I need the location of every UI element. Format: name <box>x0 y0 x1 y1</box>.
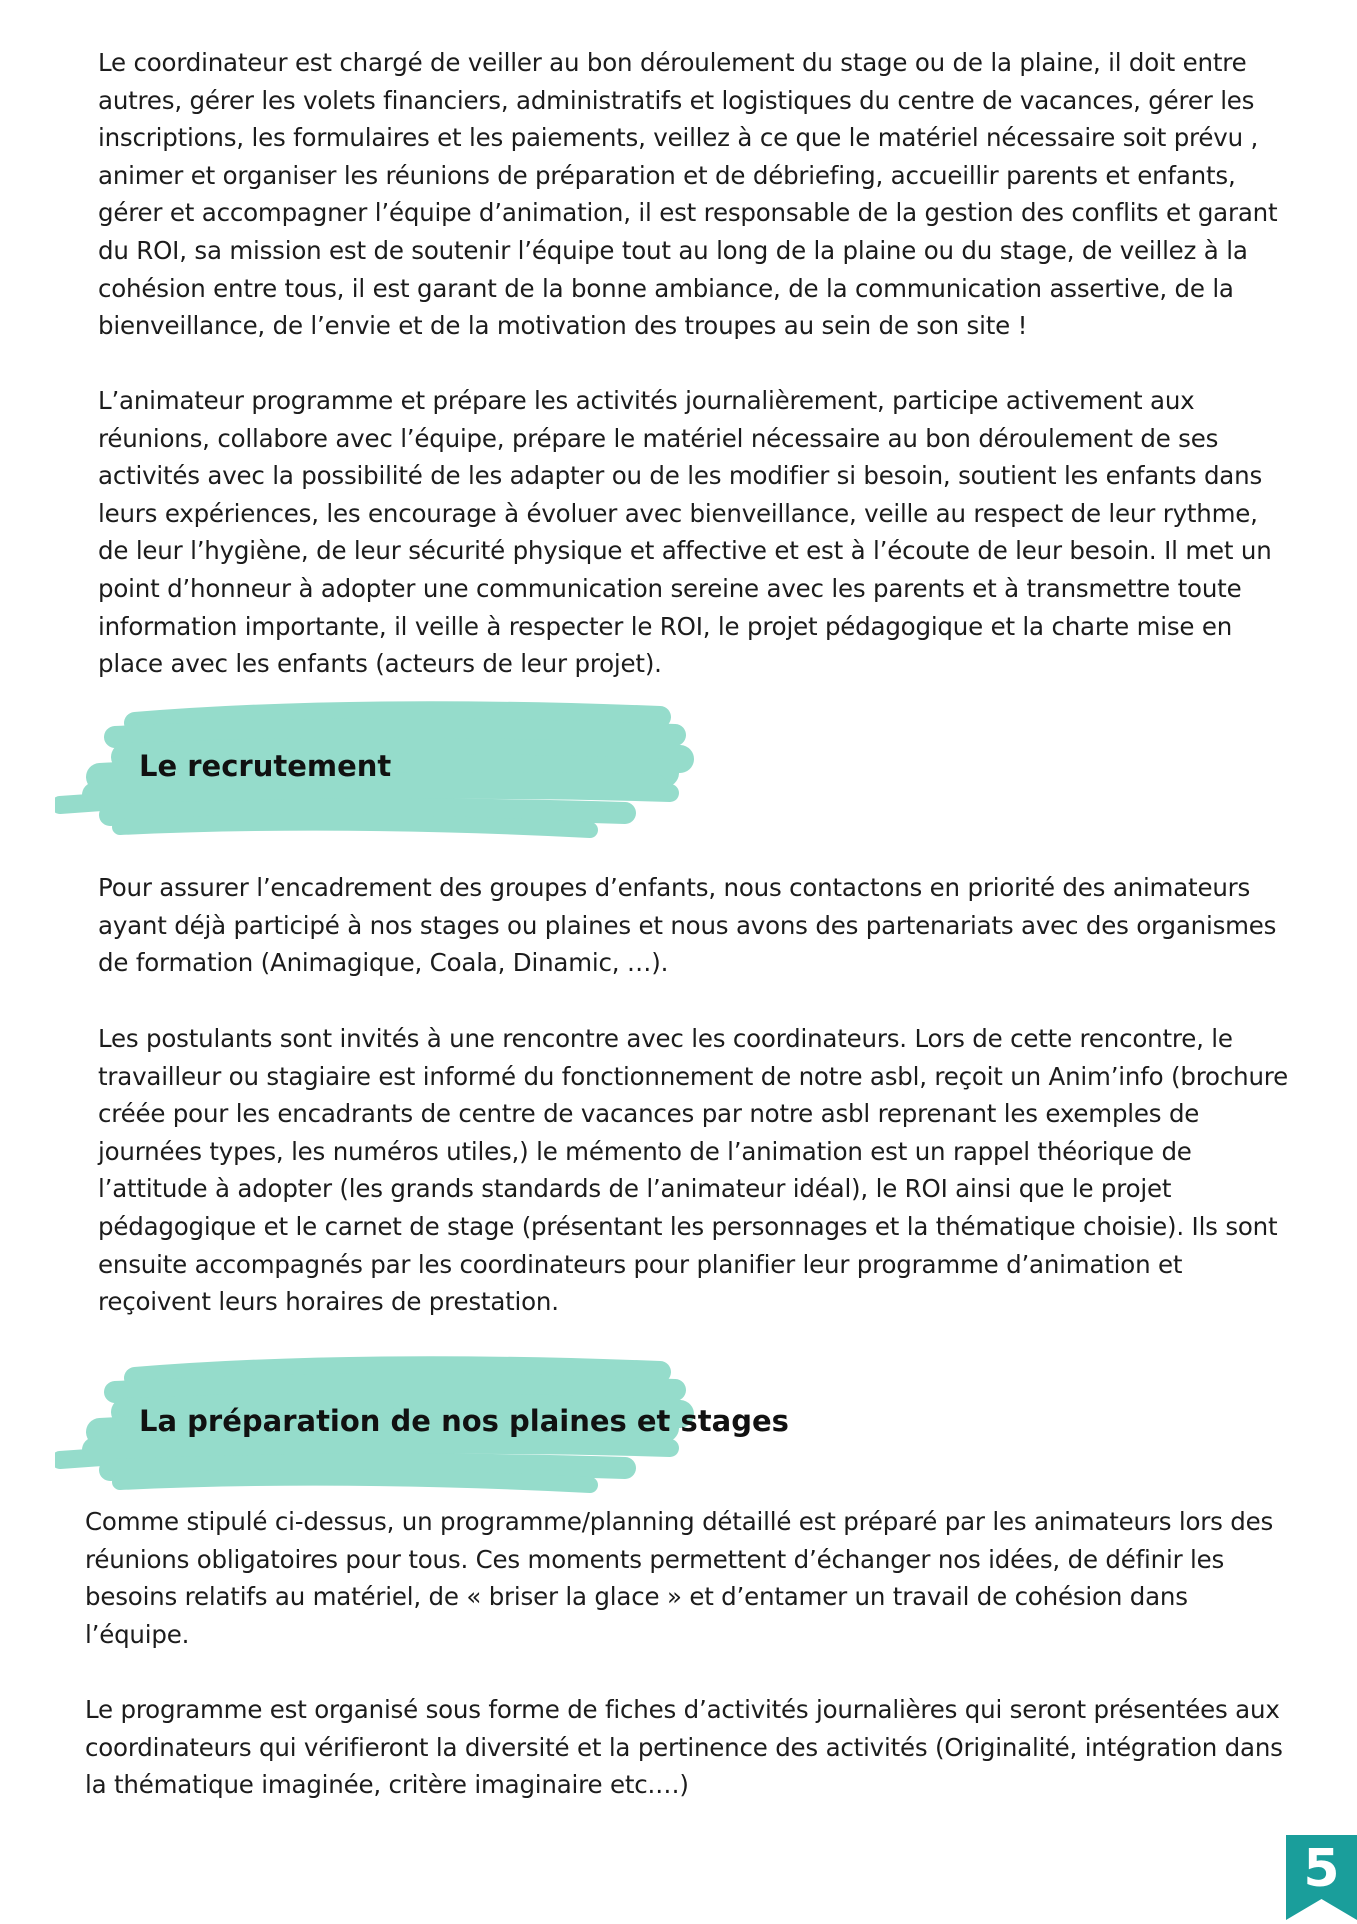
heading-recrutement: Le recrutement <box>139 749 392 783</box>
paragraph-animateur: L’animateur programme et prépare les activités journalièrement, participe activement aux réunions, collabore avec l’équipe, prépare le matériel nécessaire au bon déroulement de ses activités avec la possibilité de les adapter ou de les modifier si besoin, soutient les enfants dans leurs expériences, les encourage à évoluer avec bienveillance, veille au respect de leur rythme, de leur l’hygiène, de leur sécurité physique et affective et est à l’écoute de leur besoin. Il met un point d’honneur à adopter une communication sereine avec les parents et à transmettre toute information importante, il veille à respecter le ROI, le projet pédagogique et la charte mise en place avec les enfants (acteurs de leur projet). <box>98 386 1272 679</box>
paragraph-recrutement-1: Pour assurer l’encadrement des groupes d’enfants, nous contactons en priorité des animateurs ayant déjà participé à nos stages ou plaines et nous avons des partenariats avec des organismes de formation (Animagique, Coala, Dinamic, …). <box>98 873 1277 978</box>
page-number-badge <box>1286 1835 1357 1920</box>
page-number: 5 <box>1303 1839 1340 1899</box>
section-header-preparation <box>55 1350 789 1500</box>
heading-preparation: La préparation de nos plaines et stages <box>139 1404 789 1438</box>
paragraph-recrutement-2: Les postulants sont invités à une rencontre avec les coordinateurs. Lors de cette rencontre, le travailleur ou stagiaire est informé du fonctionnement de notre asbl, reçoit un Anim’info (brochure créée pour les encadrants de centre de vacances par notre asbl reprenant les exemples de journées types, les numéros utiles,) le mémento de l’animation est un rappel théorique de l’attitude à adopter (les grands standards de l’animateur idéal), le ROI ainsi que le projet pédagogique et le carnet de stage (présentant les personnages et la thématique choisie). Ils sont ensuite accompagnés par les coordinateurs pour planifier leur programme d’animation et reçoivent leurs horaires de prestation. <box>98 1024 1288 1317</box>
paragraph-coordinateur: Le coordinateur est chargé de veiller au bon déroulement du stage ou de la plaine, il doit entre autres, gérer les volets financiers, administratifs et logistiques du centre de vacances, gérer les inscriptions, les formulaires et les paiements, veillez à ce que le matériel nécessaire soit prévu , animer et organiser les réunions de préparation et de débriefing, accueillir parents et enfants, gérer et accompagner l’équipe d’animation, il est responsable de la gestion des conflits et garant du ROI, sa mission est de soutenir l’équipe tout au long de la plaine ou du stage, de veillez à la cohésion entre tous, il est garant de la bonne ambiance, de la communication assertive, de la bienveillance, de l’envie et de la motivation des troupes au sein de son site ! <box>98 48 1278 341</box>
paragraph-preparation-1: Comme stipulé ci-dessus, un programme/planning détaillé est préparé par les animateurs lors des réunions obligatoires pour tous. Ces moments permettent d’échanger nos idées, de définir les besoins relatifs au matériel, de « briser la glace » et d’entamer un travail de cohésion dans l’équipe. <box>85 1507 1274 1649</box>
section-header-recrutement <box>55 695 705 845</box>
paragraph-preparation-2: Le programme est organisé sous forme de fiches d’activités journalières qui seront présentées aux coordinateurs qui vérifieront la diversité et la pertinence des activités (Originalité, intégration dans la thématique imaginée, critère imaginaire etc.…) <box>85 1695 1283 1800</box>
